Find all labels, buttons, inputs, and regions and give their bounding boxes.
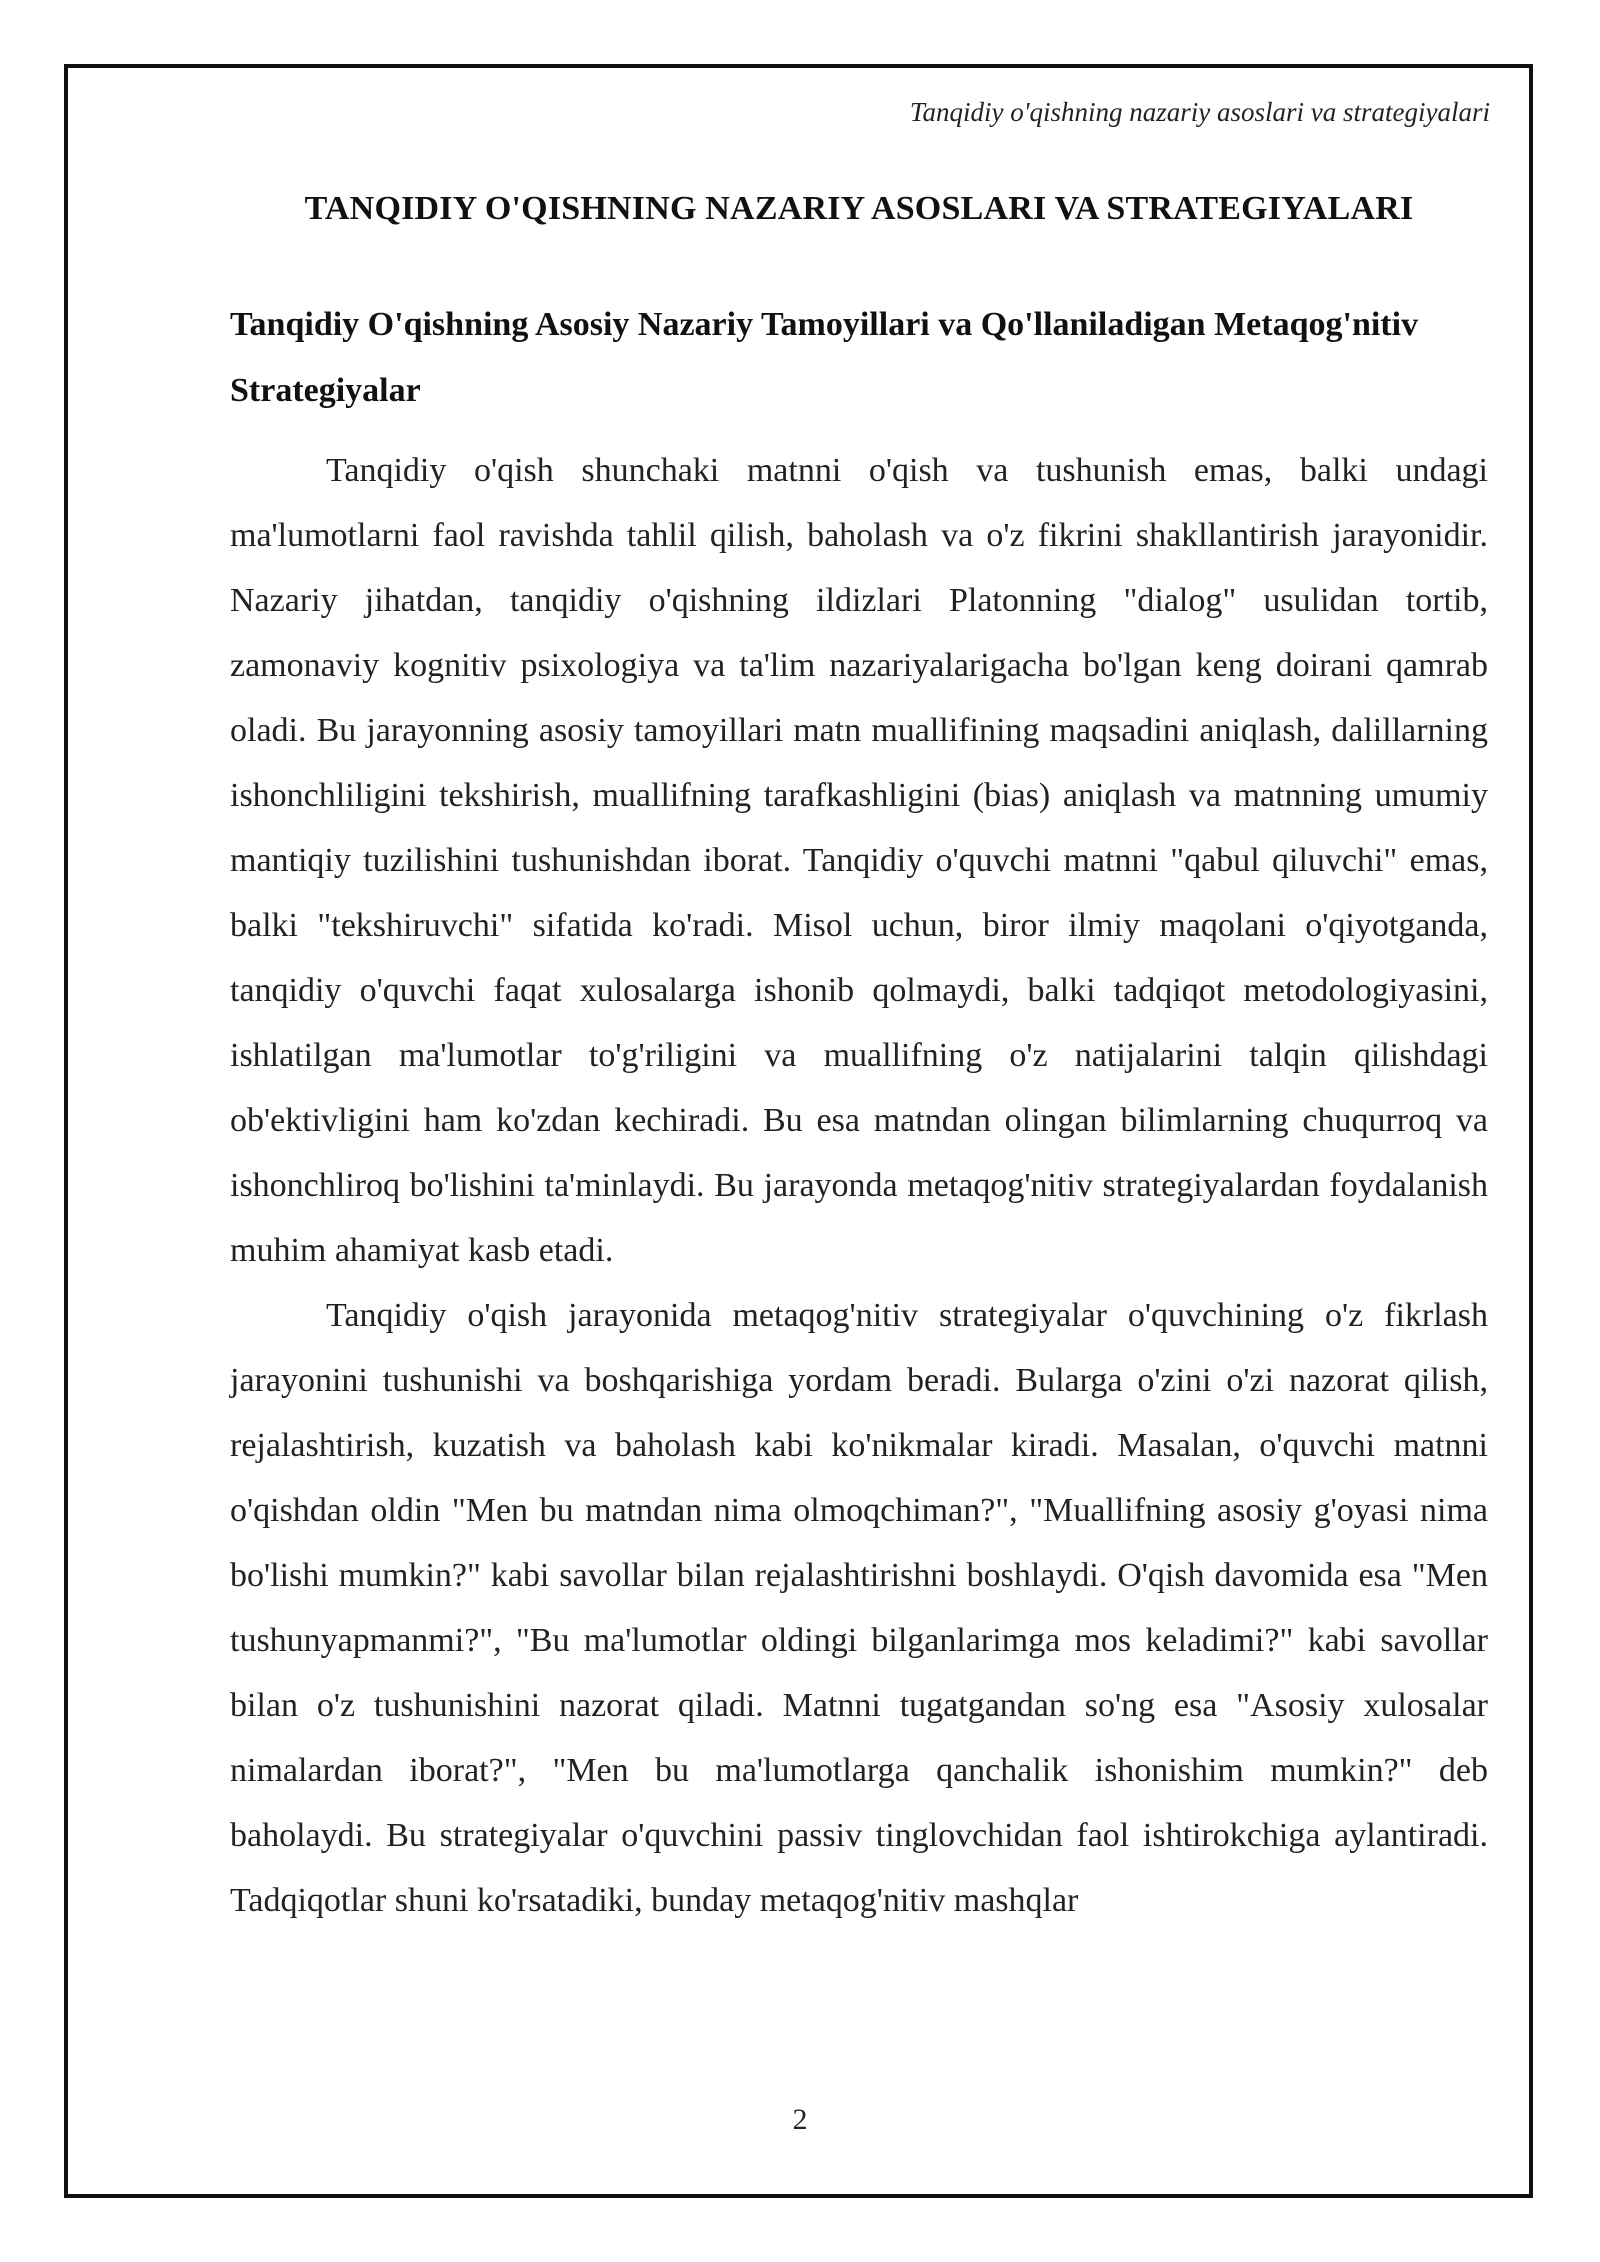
running-header: Tanqidiy o'qishning nazariy asoslari va strategiyalari: [909, 97, 1490, 127]
body-paragraph: Tanqidiy o'qish shunchaki matnni o'qish va tushunish emas, balki undagi ma'lumotlarni faol ravishda tahlil qilish, baholash va o'z fikrini shakllantirish jarayonidir. Nazariy jihatdan, tanqidiy o'qishning ildizlari Platonning "dialog" usulidan tortib, zamonaviy kognitiv psixologiya va ta'lim nazariyalarigacha bo'lgan keng doirani qamrab oladi. Bu jarayonning asosiy tamoyillari matn muallifining maqsadini aniqlash, dalillarning ishonchliligini tekshirish, muallifning tarafkashligini (bias) aniqlash va matnning umumiy mantiqiy tuzilishini tushunishdan iborat. Tanqidiy o'quvchi matnni "qabul qiluvchi" emas, balki "tekshiruvchi" sifatida ko'radi. Misol uchun, biror ilmiy maqolani o'qiyotganda, tanqidiy o'quvchi faqat xulosalarga ishonib qolmaydi, balki tadqiqot metodologiyasini, ishlatilgan ma'lumotlar to'g'riligini va muallifning o'z natijalarini talqin qilishdagi ob'ektivligini ham ko'zdan kechiradi. Bu esa matndan olingan bilimlarning chuqurroq va ishonchliroq bo'lishini ta'minlaydi. Bu jarayonda metaqog'nitiv strategiyalardan foydalanish muhim ahamiyat kasb etadi.: [230, 452, 1488, 1269]
body-paragraph: Tanqidiy o'qish jarayonida metaqog'nitiv strategiyalar o'quvchining o'z fikrlash jarayonini tushunishi va boshqarishiga yordam beradi. Bularga o'zini o'zi nazorat qilish, rejalashtirish, kuzatish va baholash kabi ko'nikmalar kiradi. Masalan, o'quvchi matnni o'qishdan oldin "Men bu matndan nima olmoqchiman?", "Muallifning asosiy g'oyasi nima bo'lishi mumkin?" kabi savollar bilan rejalashtirishni boshlaydi. O'qish davomida esa "Men tushunyapmanmi?", "Bu ma'lumotlar oldingi bilganlarimga mos keladimi?" kabi savollar bilan o'z tushunishini nazorat qiladi. Matnni tugatgandan so'ng esa "Asosiy xulosalar nimalardan iborat?", "Men bu ma'lumotlarga qanchalik ishonishim mumkin?" deb baholaydi. Bu strategiyalar o'quvchini passiv tinglovchidan faol ishtirokchiga aylantiradi. Tadqiqotlar shuni ko'rsatadiki, bunday metaqog'nitiv mashqlar: [230, 1297, 1488, 1919]
document-title: TANQIDIY O'QISHNING NAZARIY ASOSLARI VA STRATEGIYALARI: [304, 190, 1414, 227]
page-number: 2: [792, 2103, 808, 2136]
section-heading: Tanqidiy O'qishning Asosiy Nazariy Tamoyillari va Qo'llaniladigan Metaqog'nitiv Strategiyalar: [230, 306, 1419, 409]
document-body: [230, 438, 1488, 1933]
